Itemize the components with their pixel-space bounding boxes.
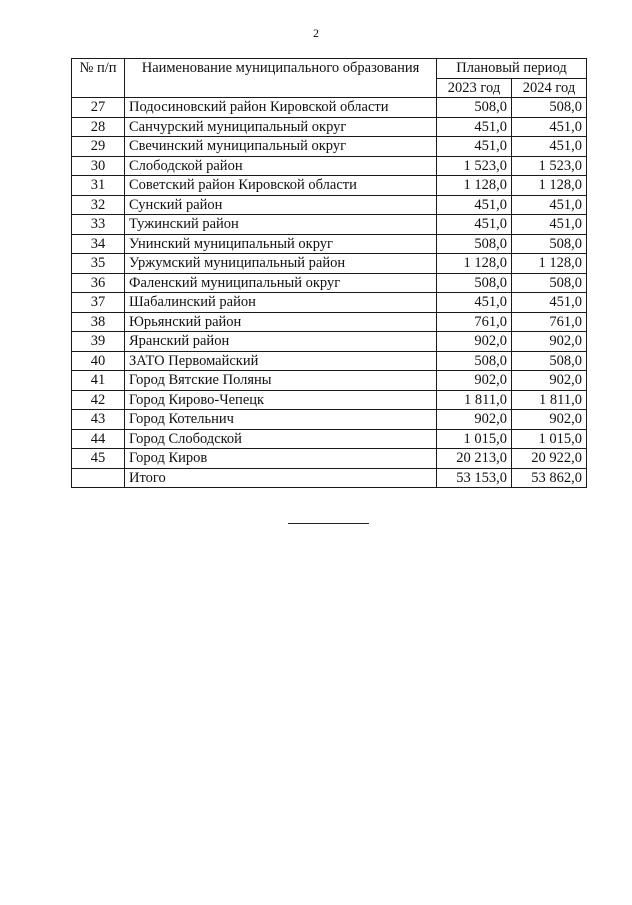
municipality-name: Свечинский муниципальный округ bbox=[125, 137, 437, 157]
value-2024: 508,0 bbox=[512, 98, 587, 118]
value-2024: 902,0 bbox=[512, 371, 587, 391]
value-2024: 1 128,0 bbox=[512, 254, 587, 274]
table-row bbox=[72, 98, 587, 118]
municipality-name: Тужинский район bbox=[125, 215, 437, 235]
value-2023: 451,0 bbox=[437, 117, 512, 137]
table-row bbox=[72, 176, 587, 196]
row-number: 38 bbox=[72, 312, 125, 332]
total-label: Итого bbox=[125, 468, 437, 488]
value-2023: 902,0 bbox=[437, 371, 512, 391]
row-number: 33 bbox=[72, 215, 125, 235]
table-row bbox=[72, 156, 587, 176]
total-2023: 53 153,0 bbox=[437, 468, 512, 488]
value-2023: 902,0 bbox=[437, 410, 512, 430]
municipality-name: Яранский район bbox=[125, 332, 437, 352]
value-2024: 1 015,0 bbox=[512, 429, 587, 449]
row-number: 30 bbox=[72, 156, 125, 176]
row-number: 43 bbox=[72, 410, 125, 430]
municipality-name: Город Киров bbox=[125, 449, 437, 469]
municipality-name: Слободской район bbox=[125, 156, 437, 176]
value-2023: 451,0 bbox=[437, 215, 512, 235]
municipality-name: ЗАТО Первомайский bbox=[125, 351, 437, 371]
row-number: 42 bbox=[72, 390, 125, 410]
value-2024: 451,0 bbox=[512, 215, 587, 235]
value-2024: 902,0 bbox=[512, 410, 587, 430]
row-number: 27 bbox=[72, 98, 125, 118]
row-number: 39 bbox=[72, 332, 125, 352]
table-row bbox=[72, 312, 587, 332]
row-number: 31 bbox=[72, 176, 125, 196]
value-2024: 451,0 bbox=[512, 195, 587, 215]
value-2023: 1 128,0 bbox=[437, 176, 512, 196]
value-2023: 1 128,0 bbox=[437, 254, 512, 274]
value-2023: 1 015,0 bbox=[437, 429, 512, 449]
value-2024: 761,0 bbox=[512, 312, 587, 332]
value-2023: 451,0 bbox=[437, 293, 512, 313]
subsidy-table bbox=[71, 58, 587, 488]
table-row bbox=[72, 332, 587, 352]
row-number: 29 bbox=[72, 137, 125, 157]
row-number: 44 bbox=[72, 429, 125, 449]
municipality-name: Подосиновский район Кировской области bbox=[125, 98, 437, 118]
municipality-name: Санчурский муниципальный округ bbox=[125, 117, 437, 137]
municipality-name: Уржумский муниципальный район bbox=[125, 254, 437, 274]
municipality-name: Шабалинский район bbox=[125, 293, 437, 313]
end-divider-line bbox=[288, 523, 369, 524]
value-2024: 451,0 bbox=[512, 137, 587, 157]
value-2023: 508,0 bbox=[437, 98, 512, 118]
municipality-name: Фаленский муниципальный округ bbox=[125, 273, 437, 293]
table-row bbox=[72, 293, 587, 313]
value-2023: 451,0 bbox=[437, 195, 512, 215]
header-number: № п/п bbox=[72, 59, 125, 98]
value-2023: 508,0 bbox=[437, 273, 512, 293]
row-number: 34 bbox=[72, 234, 125, 254]
row-number: 28 bbox=[72, 117, 125, 137]
value-2024: 1 128,0 bbox=[512, 176, 587, 196]
table-row bbox=[72, 429, 587, 449]
municipality-name: Советский район Кировской области bbox=[125, 176, 437, 196]
value-2023: 451,0 bbox=[437, 137, 512, 157]
header-municipality-name: Наименование муниципального образования bbox=[125, 59, 437, 98]
table-row bbox=[72, 351, 587, 371]
total-2024: 53 862,0 bbox=[512, 468, 587, 488]
municipality-name: Сунский район bbox=[125, 195, 437, 215]
table-row bbox=[72, 254, 587, 274]
row-number: 41 bbox=[72, 371, 125, 391]
value-2024: 902,0 bbox=[512, 332, 587, 352]
table-row bbox=[72, 371, 587, 391]
municipality-name: Город Вятские Поляны bbox=[125, 371, 437, 391]
table-row bbox=[72, 234, 587, 254]
table-row bbox=[72, 195, 587, 215]
municipality-name: Город Котельнич bbox=[125, 410, 437, 430]
value-2023: 20 213,0 bbox=[437, 449, 512, 469]
value-2024: 20 922,0 bbox=[512, 449, 587, 469]
page-number: 2 bbox=[313, 26, 319, 40]
municipality-name: Город Слободской bbox=[125, 429, 437, 449]
row-number: 37 bbox=[72, 293, 125, 313]
value-2023: 1 523,0 bbox=[437, 156, 512, 176]
value-2023: 902,0 bbox=[437, 332, 512, 352]
value-2024: 508,0 bbox=[512, 351, 587, 371]
municipality-name: Унинский муниципальный округ bbox=[125, 234, 437, 254]
value-2024: 1 811,0 bbox=[512, 390, 587, 410]
value-2023: 1 811,0 bbox=[437, 390, 512, 410]
table-header bbox=[72, 59, 587, 98]
header-year-2024: 2024 год bbox=[512, 78, 587, 98]
municipality-name: Город Кирово-Чепецк bbox=[125, 390, 437, 410]
value-2024: 508,0 bbox=[512, 273, 587, 293]
table-row bbox=[72, 137, 587, 157]
row-number: 35 bbox=[72, 254, 125, 274]
table-row bbox=[72, 273, 587, 293]
table-body bbox=[72, 98, 587, 488]
header-year-2023: 2023 год bbox=[437, 78, 512, 98]
row-number: 36 bbox=[72, 273, 125, 293]
row-number: 45 bbox=[72, 449, 125, 469]
row-number: 32 bbox=[72, 195, 125, 215]
value-2023: 508,0 bbox=[437, 351, 512, 371]
value-2024: 1 523,0 bbox=[512, 156, 587, 176]
total-number bbox=[72, 468, 125, 488]
row-number: 40 bbox=[72, 351, 125, 371]
total-row bbox=[72, 468, 587, 488]
value-2023: 761,0 bbox=[437, 312, 512, 332]
header-row-1 bbox=[72, 59, 587, 79]
header-planning-period: Плановый период bbox=[437, 59, 587, 79]
table-row bbox=[72, 449, 587, 469]
table-row bbox=[72, 410, 587, 430]
municipality-name: Юрьянский район bbox=[125, 312, 437, 332]
value-2024: 451,0 bbox=[512, 117, 587, 137]
table-row bbox=[72, 215, 587, 235]
value-2024: 508,0 bbox=[512, 234, 587, 254]
value-2023: 508,0 bbox=[437, 234, 512, 254]
value-2024: 451,0 bbox=[512, 293, 587, 313]
table-row bbox=[72, 117, 587, 137]
table-row bbox=[72, 390, 587, 410]
